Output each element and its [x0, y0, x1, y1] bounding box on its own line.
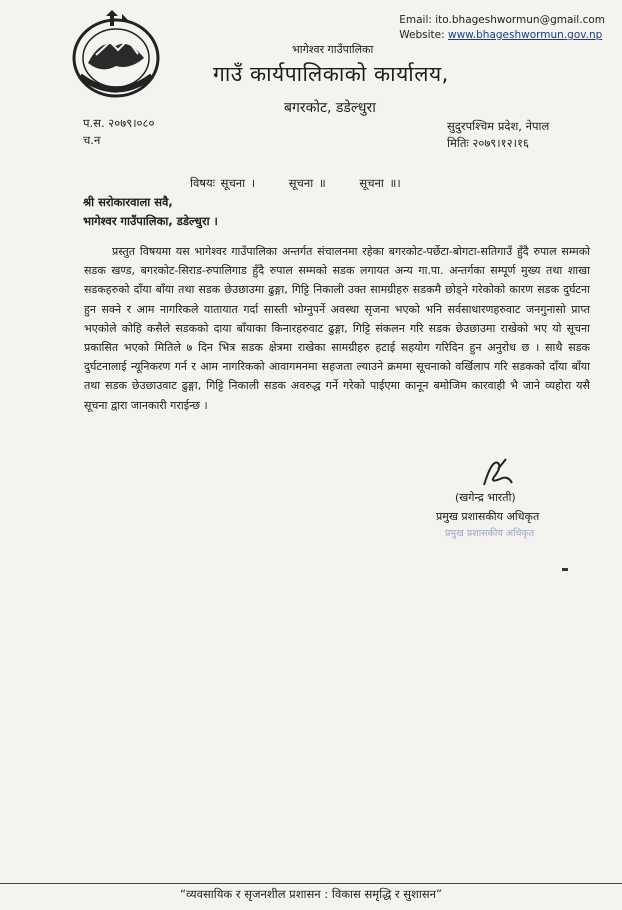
email-line	[399, 13, 605, 28]
scan-mark	[562, 568, 568, 571]
municipality-name: भागेश्वर गाउँपालिका	[292, 43, 374, 56]
reference-block	[83, 115, 155, 149]
footer-divider	[0, 883, 622, 884]
subject-second: सूचना ॥	[288, 176, 326, 190]
signatory-title: प्रमुख प्रशासकीय अधिकृत	[436, 510, 540, 523]
nepal-emblem-icon	[66, 8, 166, 98]
website-line	[399, 28, 605, 43]
reference-number: प.स. २०७९।०८०	[83, 116, 155, 130]
letter-date: मितिः २०७९।१२।१६	[447, 136, 529, 150]
website-label: Website:	[399, 29, 445, 41]
office-address: बगरकोट, डडेल्धुरा	[284, 100, 376, 116]
addressee-line-1: श्री सरोकारवाला सवै,	[83, 195, 173, 209]
contact-block	[399, 13, 605, 43]
subject-third: सूचना ॥।	[359, 176, 401, 190]
website-link: www.bhageshwormun.gov.np	[448, 29, 603, 41]
addressee-block	[83, 193, 218, 231]
official-stamp: प्रमुख प्रशासकीय अधिकृत	[445, 528, 535, 539]
email-label: Email:	[399, 14, 432, 26]
province-date-block	[447, 118, 549, 152]
email-address: ito.bhageshwormun@gmail.com	[435, 14, 605, 26]
subject-label: विषयः सूचना ।	[190, 176, 256, 190]
signatory-name: (खगेन्द्र भारती)	[455, 491, 516, 504]
office-name: गाउँ कार्यपालिकाको कार्यालय,	[213, 62, 449, 86]
addressee-line-2: भागेश्वर गाउँपालिका, डडेल्धुरा ।	[83, 214, 218, 228]
signature-mark	[478, 455, 518, 491]
notice-body: प्रस्तुत विषयमा यस भागेश्वर गाउँपालिका अन्तर्गत संचालनमा रहेका बगरकोट-पर्छेटा-बोगटा-सतिगाउँ हुँदै रुपाल सम्मको सडक खण्ड, बगरकोट-सिराड-रुपालिगाड हुँदै रुपाल सम्मको सडक लगायत अन्य गा.पा. अन्तर्गका सम्पूर्ण मुख्य तथा शाखा सडकहरुको दाँया बाँया तथा सडक छेउछाउमा ढुङ्गा, गिट्टि निकाली उक्त सामग्रीहरु सडकमै छोड्ने गरेकोको कारण सडक दुर्घटना हुन सक्ने र आम नागरिकले यातायात गर्दा सास्ती भोग्नुपर्ने अवस्था सृजना भएको भनि सर्वसाधारणहरुवाट जनगुनासो प्राप्त भएकोले कोहि कसैले सडकको दाया बाँयाका किनारहरुवाट ढुङ्गा, गिट्टि संकलन गरि सडक छेउछाउमा राखेको भए यो सूचना प्रकासित भएको मितिले ७ दिन भित्र सडक क्षेत्रमा राखेका सामग्रीहरु हटाई सहयोग गरिदिन हुन अनुरोध छ । साथै सडक दुर्घटनालाई न्यूनिकरण गर्न र आम नागरिकको आवागमनमा सहजता ल्याउने क्रममा सूचनाको वर्खिलाप गरि सडकको दाँया बाँया तथा सडक छेउछाउवाट ढुङ्गा, गिट्टि निकाली सडक अवरुद्ध गर्ने गरेको पाईएमा कानून बमोजिम कारवाही भै जाने व्यहोरा यसै सूचना द्वारा जानकारी गराईन्छ ।	[84, 245, 590, 412]
footer-slogan: “व्यवसायिक र सृजनशील प्रशासन : विकास समृद्धि र सुशासन”	[180, 887, 442, 901]
province: सुदुरपश्चिम प्रदेश, नेपाल	[447, 119, 550, 133]
subject-line	[190, 176, 429, 191]
dispatch-number: च.न	[83, 133, 101, 147]
